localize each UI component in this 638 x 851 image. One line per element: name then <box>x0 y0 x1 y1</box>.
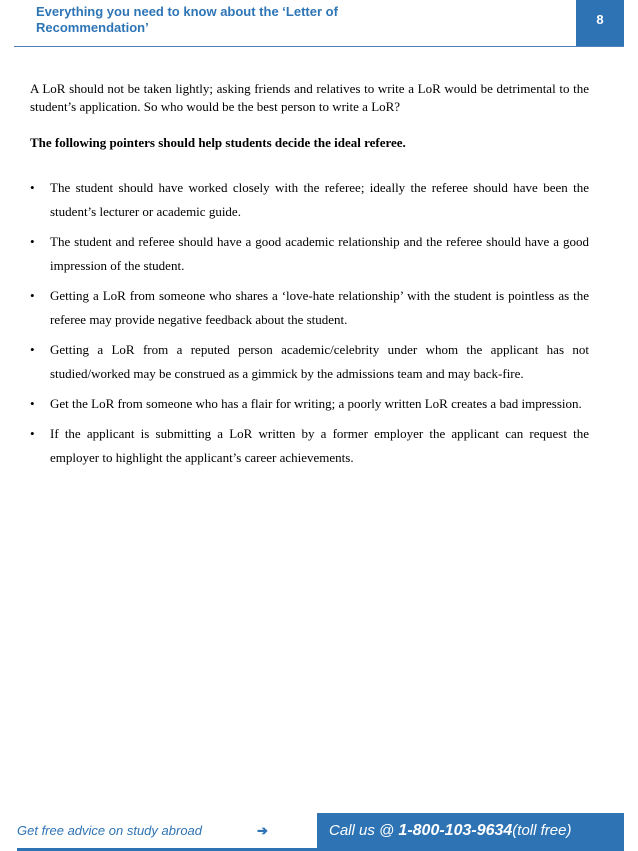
list-item-text: Getting a LoR from someone who shares a ‘love-hate relationship’ with the student is pointless as the referee may provide negative feedback about the student. <box>50 288 589 327</box>
bullet-icon: • <box>30 426 35 441</box>
call-suffix: (toll free) <box>512 822 572 839</box>
list-item-text: If the applicant is submitting a LoR written by a former employer the applicant can request the employer to highlight the applicant’s career achievements. <box>50 426 589 465</box>
list-item-text: Get the LoR from someone who has a flair for writing; a poorly written LoR creates a bad impression. <box>50 396 582 411</box>
page-footer <box>0 813 638 851</box>
arrow-right-icon: ➔ <box>257 823 268 838</box>
bullet-icon: • <box>30 342 35 357</box>
list-item <box>30 338 589 386</box>
free-advice-text: Get free advice on study abroad <box>17 823 203 838</box>
free-advice-banner[interactable] <box>17 813 316 851</box>
list-item <box>30 230 589 278</box>
list-item <box>30 284 589 332</box>
list-item-text: The student should have worked closely with the referee; ideally the referee should have been the student’s lecturer or academic guide. <box>50 180 589 219</box>
list-item <box>30 176 589 224</box>
document-body <box>30 80 589 476</box>
phone-number: 1-800-103-9634 <box>398 822 513 839</box>
call-us-banner[interactable] <box>317 813 624 851</box>
list-item <box>30 422 589 470</box>
pointers-heading: The following pointers should help students decide the ideal referee. <box>30 135 406 150</box>
list-item-text: Getting a LoR from a reputed person academic/celebrity under whom the applicant has not studied/worked may be construed as a gimmick by the admissions team and may back-fire. <box>50 342 589 381</box>
bullet-icon: • <box>30 180 35 195</box>
pointers-list <box>30 176 589 470</box>
call-prefix: Call us @ <box>329 822 399 839</box>
document-title: Everything you need to know about the ‘Letter of Recommendation’ <box>36 4 338 35</box>
intro-paragraph: A LoR should not be taken lightly; asking friends and relatives to write a LoR would be detrimental to the student’s application. So who would be the best person to write a LoR? <box>30 81 589 114</box>
page-header <box>14 0 624 47</box>
bullet-icon: • <box>30 288 35 303</box>
bullet-icon: • <box>30 234 35 249</box>
list-item <box>30 392 589 416</box>
bullet-icon: • <box>30 396 35 411</box>
page-number: 8 <box>576 0 624 46</box>
list-item-text: The student and referee should have a good academic relationship and the referee should have a good impression of the student. <box>50 234 589 273</box>
